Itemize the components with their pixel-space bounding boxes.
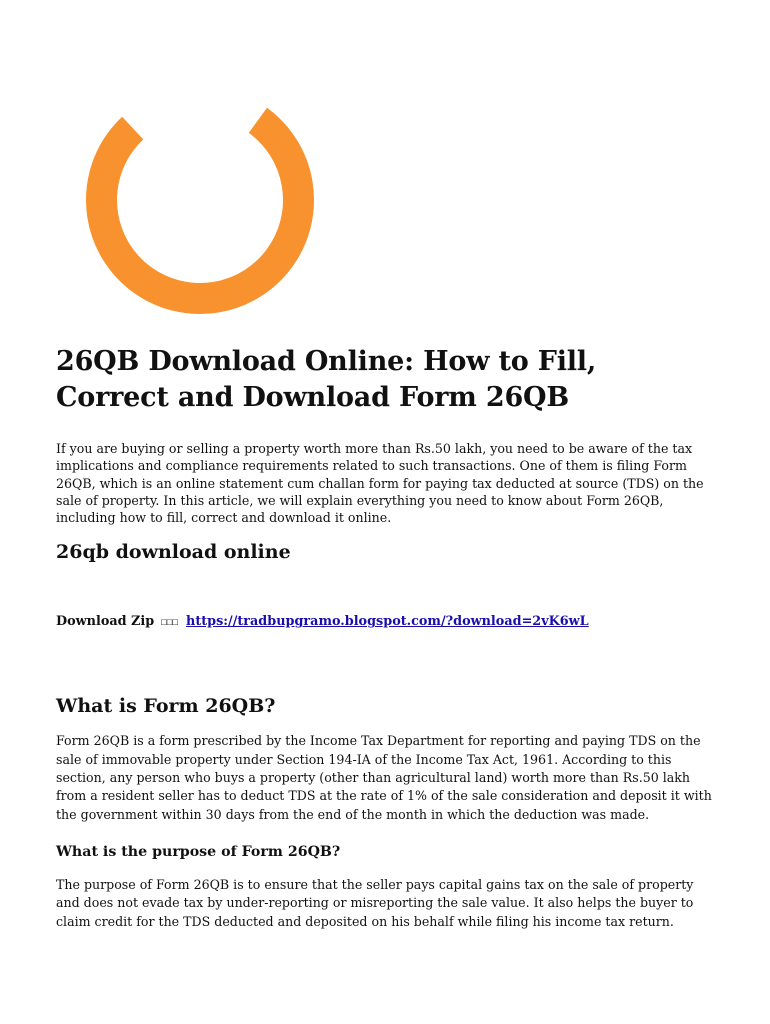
what-is-paragraph: Form 26QB is a form prescribed by the Income Tax Department for reporting and paying TDS on the sale of immovable property under Section 194-IA of the Income Tax Act, 1961. According to this section, any person who buys a property (other than agricultural land) worth more than Rs.50 lakh from a resident seller has to deduct TDS at the rate of 1% of the sale consideration and deposit it with the government within 30 days from the end of the month in which the deduction was made. [56,733,712,822]
download-zip-label: Download Zip [56,614,155,630]
section-heading-what-is: What is Form 26QB? [56,695,276,718]
download-link[interactable]: https://tradbupgramo.blogspot.com/?download=2vK6wL [186,614,589,630]
section-heading-purpose: What is the purpose of Form 26QB? [56,843,341,860]
missing-glyph-icons: ☐☐☐ [160,615,178,629]
download-zip-line [56,613,716,631]
article [56,344,716,931]
page-title: 26QB Download Online: How to Fill, Correct and Download Form 26QB [56,346,597,413]
purpose-paragraph: The purpose of Form 26QB is to ensure that the seller pays capital gains tax on the sale of property and does not evade tax by under-reporting or misreporting the sale value. It also helps the buyer to claim credit for the TDS deducted and deposited on his behalf while filing his income tax return. [56,876,694,929]
loading-spinner-icon [76,76,324,324]
intro-paragraph: If you are buying or selling a property worth more than Rs.50 lakh, you need to be aware of the tax implications and compliance requirements related to such transactions. One of them is filing Form 26QB, which is an online statement cum challan form for paying tax deducted at source (TDS) on the sale of property. In this article, we will explain everything you need to know about Form 26QB, including how to fill, correct and download it online. [56,441,704,526]
section-heading-download: 26qb download online [56,541,291,564]
